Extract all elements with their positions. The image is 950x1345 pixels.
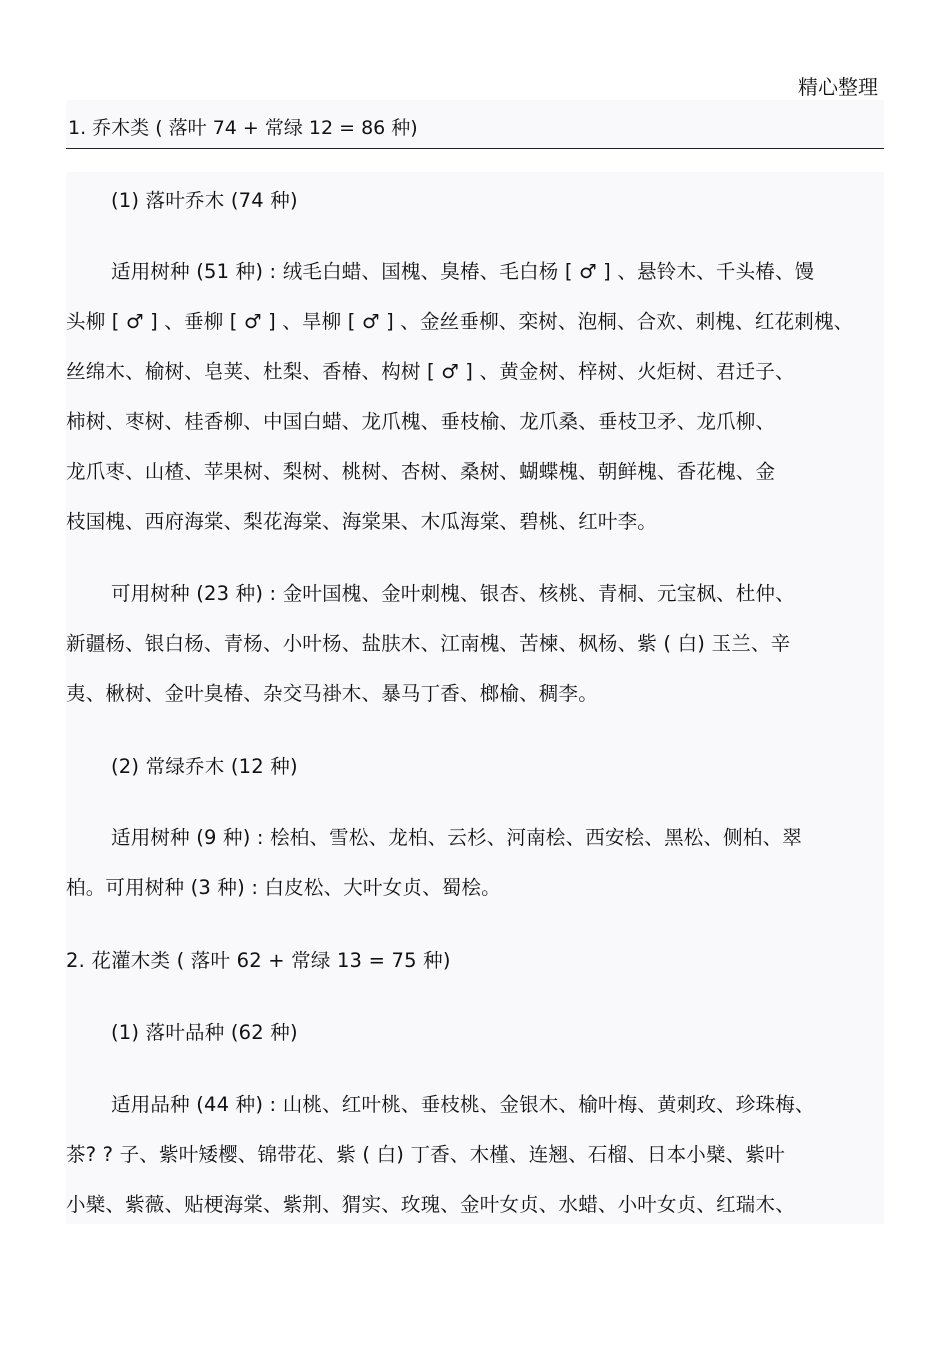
sub2-heading: (2) 常绿乔木 (12 种) [111,755,298,778]
paragraph-line: 丝绵木、榆树、皂荚、杜梨、香椿、构树 [ ♂ ] 、黄金树、梓树、火炬树、君迁子、 [66,360,795,383]
document-content [66,172,884,1224]
paragraph-line: 柏。可用树种 (3 种) : 白皮松、大叶女贞、蜀桧。 [66,876,501,899]
paragraph-line: 适用品种 (44 种) : 山桃、红叶桃、垂枝桃、金银木、榆叶梅、黄刺玫、珍珠梅、 [111,1093,815,1116]
section-2-title: 2. 花灌木类 ( 落叶 62 + 常绿 13 = 75 种) [66,949,451,972]
paragraph-line: 夷、楸树、金叶臭椿、杂交马褂木、暴马丁香、榔榆、稠李。 [66,682,598,705]
section-2-sub1-heading: (1) 落叶品种 (62 种) [111,1021,298,1044]
paragraph-line: 枝国槐、西府海棠、梨花海棠、海棠果、木瓜海棠、碧桃、红叶李。 [66,510,658,533]
section-1-title: 1. 乔木类 ( 落叶 74 + 常绿 12 = 86 种) [68,117,418,139]
header-watermark: 精心整理 [798,75,878,99]
paragraph-line: 可用树种 (23 种) : 金叶国槐、金叶刺槐、银杏、核桃、青桐、元宝枫、杜仲、 [111,582,795,605]
paragraph-line: 头柳 [ ♂ ] 、垂柳 [ ♂ ] 、旱柳 [ ♂ ] 、金丝垂柳、栾树、泡桐、合欢、刺槐、红花刺槐、 [66,310,854,333]
paragraph-line: 适用树种 (51 种) : 绒毛白蜡、国槐、臭椿、毛白杨 [ ♂ ] 、悬铃木、千头椿、馒 [111,260,815,283]
paragraph-line: 小檗、紫薇、贴梗海棠、紫荆、猬实、玫瑰、金叶女贞、水蜡、小叶女贞、红瑞木、 [66,1193,795,1216]
paragraph-line: 柿树、枣树、桂香柳、中国白蜡、龙爪槐、垂枝榆、龙爪桑、垂枝卫矛、龙爪柳、 [66,410,776,433]
paragraph-line: 茶? ? 子、紫叶矮樱、锦带花、紫 ( 白) 丁香、木槿、连翘、石榴、日本小檗、紫叶 [66,1143,785,1166]
paragraph-line: 龙爪枣、山楂、苹果树、梨树、桃树、杏树、桑树、蝴蝶槐、朝鲜槐、香花槐、金 [66,460,776,483]
section-1-title-bar [66,100,884,149]
paragraph-line: 适用树种 (9 种) : 桧柏、雪松、龙柏、云杉、河南桧、西安桧、黑松、侧柏、翠 [111,826,802,849]
paragraph-line: 新疆杨、银白杨、青杨、小叶杨、盐肤木、江南槐、苦楝、枫杨、紫 ( 白) 玉兰、辛 [66,632,791,655]
sub1-heading: (1) 落叶乔木 (74 种) [111,189,298,212]
